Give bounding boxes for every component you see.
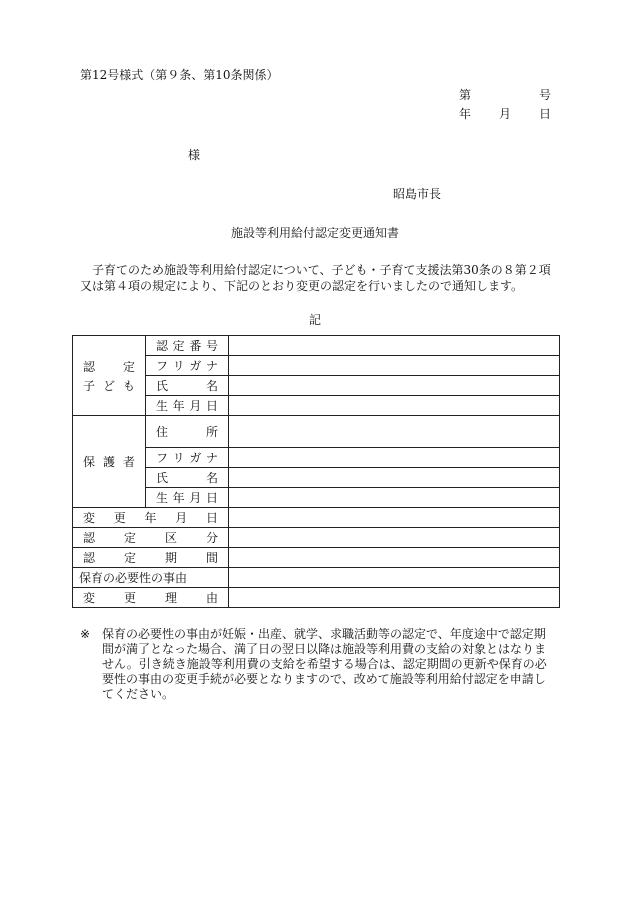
value-guardian-birthdate[interactable] (229, 488, 560, 508)
label-cert-number: 認 定 番 号 (146, 336, 229, 356)
value-child-name[interactable] (229, 376, 560, 396)
label-guardian-address: 住 所 (146, 416, 229, 448)
value-child-birthdate[interactable] (229, 396, 560, 416)
form-number-label: 第12号様式（第９条、第10条関係） (80, 68, 279, 82)
child-group-label: 認 定 子 ど も (73, 336, 146, 416)
number-prefix: 第 (459, 88, 472, 102)
value-child-furigana[interactable] (229, 356, 560, 376)
label-change-date: 変 更 年 月 日 (73, 508, 229, 528)
body-paragraph: 子育てのため施設等利用給付認定について、子ども・子育て支援法第30条の８第２項又は第４項の規定により、下記のとおり変更の認定を行いましたので通知します。 (80, 263, 551, 293)
label-necessity-reason: 保育の必要性の事由 (73, 568, 229, 588)
value-change-reason[interactable] (229, 588, 560, 608)
value-guardian-name[interactable] (229, 468, 560, 488)
issuer-name: 昭島市長 (393, 187, 442, 201)
value-guardian-address[interactable] (229, 416, 560, 448)
footnote (80, 627, 554, 702)
value-guardian-furigana[interactable] (229, 448, 560, 468)
date-day: 日 (538, 107, 551, 121)
value-cert-period[interactable] (229, 548, 560, 568)
note-mark: ※ (80, 627, 91, 641)
ki-heading: 記 (308, 313, 321, 327)
notice-number-line (459, 86, 551, 103)
guardian-group-label: 保 護 者 (73, 416, 146, 508)
label-guardian-name: 氏 名 (146, 468, 229, 488)
note-text: 保育の必要性の事由が妊娠・出産、就学、求職活動等の認定で、年度途中で認定期間が満了となった場合、満了日の翌日以降は施設等利用費の支給の対象とはなりません。引き続き施設等利用費の支給を希望する場合は、認定期間の更新や保育の必要性の事由の変更手続が必要となりますので、改めて施設等利用給付認定を申請してください。 (102, 627, 547, 701)
value-change-date[interactable] (229, 508, 560, 528)
document-title: 施設等利用給付認定変更通知書 (230, 226, 399, 240)
value-cert-category[interactable] (229, 528, 560, 548)
label-child-name: 氏 名 (146, 376, 229, 396)
date-month: 月 (498, 107, 511, 121)
addressee-honorific: 様 (188, 148, 201, 162)
notice-date-line (459, 105, 551, 122)
label-cert-category: 認 定 区 分 (73, 528, 229, 548)
value-cert-number[interactable] (229, 336, 560, 356)
label-child-furigana: フ リ ガ ナ (146, 356, 229, 376)
label-guardian-birthdate: 生 年 月 日 (146, 488, 229, 508)
date-year: 年 (459, 107, 472, 121)
label-guardian-furigana: フ リ ガ ナ (146, 448, 229, 468)
label-child-birthdate: 生 年 月 日 (146, 396, 229, 416)
certification-table (72, 335, 560, 608)
label-change-reason: 変 更 理 由 (73, 588, 229, 608)
value-necessity-reason[interactable] (229, 568, 560, 588)
number-suffix: 号 (538, 88, 551, 102)
label-cert-period: 認 定 期 間 (73, 548, 229, 568)
